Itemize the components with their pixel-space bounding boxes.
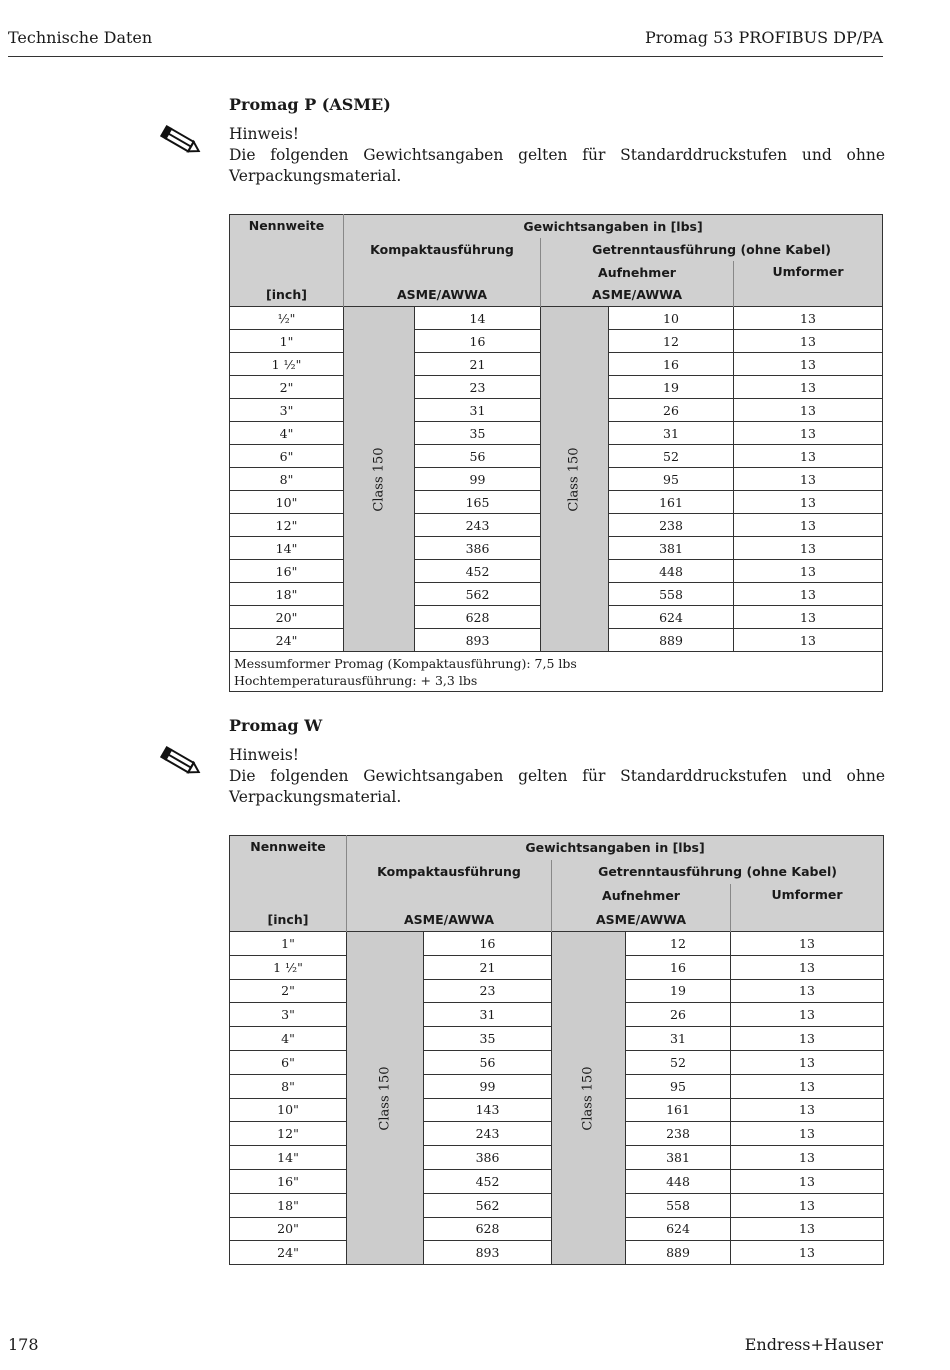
footnote-line: Messumformer Promag (Kompaktausführung): 7,5 lbs [234,655,577,671]
weight-table [229,835,884,1265]
cell-nennweite: 6" [230,445,344,468]
cell-umformer: 13 [734,422,883,445]
cell-umformer: 13 [734,330,883,353]
class-label: Class 150 [371,447,387,512]
cell-kompakt: 31 [424,1003,552,1027]
cell-umformer: 13 [731,1003,884,1027]
cell-kompakt: 56 [415,445,541,468]
cell-nennweite: 3" [230,1003,347,1027]
table-body [230,307,883,652]
cell-umformer: 13 [731,955,884,979]
class-label-cell [541,307,609,652]
cell-aufnehmer: 448 [609,560,734,583]
th-kompakt: Kompaktausführung [347,860,552,884]
cell-kompakt: 893 [424,1241,552,1265]
cell-aufnehmer: 238 [626,1122,731,1146]
cell-nennweite: 1 ½" [230,353,344,376]
cell-kompakt: 893 [415,629,541,652]
cell-kompakt: 386 [424,1146,552,1170]
cell-nennweite: 20" [230,606,344,629]
header-left: Technische Daten [8,28,153,47]
cell-aufnehmer: 31 [609,422,734,445]
class-label-cell [552,932,626,1265]
cell-kompakt: 35 [424,1027,552,1051]
cell-nennweite: 18" [230,1193,347,1217]
cell-kompakt: 628 [424,1217,552,1241]
cell-aufnehmer: 238 [609,514,734,537]
th-inch: [inch] [230,908,347,932]
cell-nennweite: 12" [230,514,344,537]
cell-aufnehmer: 95 [626,1074,731,1098]
page-number: 178 [8,1335,39,1354]
table-row [230,307,883,330]
cell-umformer: 13 [731,1122,884,1146]
cell-nennweite: 8" [230,468,344,491]
cell-aufnehmer: 889 [626,1241,731,1265]
cell-kompakt: 452 [415,560,541,583]
cell-kompakt: 628 [415,606,541,629]
cell-kompakt: 56 [424,1050,552,1074]
cell-kompakt: 16 [415,330,541,353]
cell-nennweite: 10" [230,1098,347,1122]
cell-nennweite: 2" [230,979,347,1003]
cell-nennweite: 12" [230,1122,347,1146]
cell-aufnehmer: 19 [609,376,734,399]
cell-nennweite: 6" [230,1050,347,1074]
th-inch: [inch] [230,284,344,307]
cell-umformer: 13 [734,399,883,422]
weight-table [229,214,883,692]
cell-nennweite: 24" [230,629,344,652]
cell-umformer: 13 [734,583,883,606]
th-getrennt: Getrenntausführung (ohne Kabel) [541,238,883,261]
cell-umformer: 13 [734,376,883,399]
cell-nennweite: 20" [230,1217,347,1241]
th-aufnehmer: Aufnehmer [541,261,734,284]
cell-nennweite: 24" [230,1241,347,1265]
th-nennweite: Nennweite [230,215,344,284]
th-getrennt: Getrenntausführung (ohne Kabel) [552,860,884,884]
cell-umformer: 13 [731,1146,884,1170]
cell-kompakt: 99 [415,468,541,491]
cell-umformer: 13 [731,979,884,1003]
cell-aufnehmer: 26 [626,1003,731,1027]
cell-kompakt: 243 [424,1122,552,1146]
cell-nennweite: 4" [230,1027,347,1051]
cell-nennweite: 1" [230,330,344,353]
cell-kompakt: 243 [415,514,541,537]
cell-kompakt: 386 [415,537,541,560]
cell-aufnehmer: 889 [609,629,734,652]
cell-umformer: 13 [731,1193,884,1217]
cell-aufnehmer: 95 [609,468,734,491]
cell-aufnehmer: 26 [609,399,734,422]
cell-umformer: 13 [731,1217,884,1241]
cell-umformer: 13 [734,629,883,652]
cell-kompakt: 452 [424,1169,552,1193]
cell-kompakt: 99 [424,1074,552,1098]
th-asme-kompakt: ASME/AWWA [344,284,541,307]
cell-aufnehmer: 16 [626,955,731,979]
class-label: Class 150 [567,447,582,512]
note-text: Die folgenden Gewichtsangaben gelten für Standarddruckstufen und ohne Verpackungsmaterial. [229,767,885,806]
cell-kompakt: 165 [415,491,541,514]
note-title: Hinweis! [229,746,300,764]
cell-nennweite: 10" [230,491,344,514]
cell-kompakt: 562 [424,1193,552,1217]
cell-kompakt: 562 [415,583,541,606]
pencil-icon [160,124,204,160]
cell-aufnehmer: 448 [626,1169,731,1193]
cell-kompakt: 16 [424,932,552,956]
note-title: Hinweis! [229,125,300,143]
cell-nennweite: 1" [230,932,347,956]
cell-nennweite: 8" [230,1074,347,1098]
cell-nennweite: ½" [230,307,344,330]
cell-aufnehmer: 31 [626,1027,731,1051]
cell-umformer: 13 [731,1050,884,1074]
th-umformer: Umformer [734,261,883,307]
cell-aufnehmer: 381 [609,537,734,560]
class-label: Class 150 [581,1066,596,1131]
cell-nennweite: 4" [230,422,344,445]
cell-aufnehmer: 624 [609,606,734,629]
th-umformer: Umformer [731,884,884,932]
cell-nennweite: 16" [230,560,344,583]
cell-nennweite: 16" [230,1169,347,1193]
pencil-icon [160,745,204,781]
note-block [229,124,885,187]
table-footnote [230,652,883,692]
cell-kompakt: 21 [415,353,541,376]
cell-kompakt: 31 [415,399,541,422]
th-gewicht: Gewichtsangaben in [lbs] [347,836,884,860]
cell-nennweite: 14" [230,537,344,560]
cell-umformer: 13 [734,514,883,537]
cell-kompakt: 23 [415,376,541,399]
cell-umformer: 13 [734,606,883,629]
th-asme-getrennt: ASME/AWWA [541,284,734,307]
cell-aufnehmer: 624 [626,1217,731,1241]
header-right: Promag 53 PROFIBUS DP/PA [644,28,883,47]
th-asme-getrennt: ASME/AWWA [552,908,731,932]
th-kompakt: Kompaktausführung [344,238,541,261]
section-title: Promag P (ASME) [229,95,391,114]
note-text: Die folgenden Gewichtsangaben gelten für Standarddruckstufen und ohne Verpackungsmaterial. [229,146,885,185]
footnote-line: Hochtemperaturausführung: + 3,3 lbs [234,672,478,688]
th-nennweite: Nennweite [230,836,347,908]
th-aufnehmer: Aufnehmer [552,884,731,908]
cell-aufnehmer: 558 [609,583,734,606]
cell-aufnehmer: 381 [626,1146,731,1170]
class-label-cell [344,307,415,652]
class-label-cell [347,932,424,1265]
cell-aufnehmer: 558 [626,1193,731,1217]
cell-umformer: 13 [734,537,883,560]
note-block [229,745,885,808]
cell-aufnehmer: 12 [609,330,734,353]
cell-aufnehmer: 12 [626,932,731,956]
cell-aufnehmer: 52 [626,1050,731,1074]
table-row [230,932,884,956]
cell-kompakt: 23 [424,979,552,1003]
header-rule [8,56,883,57]
cell-kompakt: 35 [415,422,541,445]
cell-nennweite: 3" [230,399,344,422]
class-label: Class 150 [377,1066,393,1131]
cell-umformer: 13 [734,560,883,583]
cell-umformer: 13 [731,1098,884,1122]
cell-aufnehmer: 161 [609,491,734,514]
cell-umformer: 13 [731,1169,884,1193]
cell-umformer: 13 [734,353,883,376]
cell-kompakt: 143 [424,1098,552,1122]
cell-umformer: 13 [731,1241,884,1265]
th-gewicht: Gewichtsangaben in [lbs] [344,215,883,238]
brand-name: Endress+Hauser [744,1335,883,1354]
cell-aufnehmer: 19 [626,979,731,1003]
section-title: Promag W [229,716,323,735]
cell-aufnehmer: 161 [626,1098,731,1122]
cell-aufnehmer: 10 [609,307,734,330]
cell-umformer: 13 [731,1074,884,1098]
cell-umformer: 13 [734,445,883,468]
cell-umformer: 13 [734,491,883,514]
cell-kompakt: 14 [415,307,541,330]
cell-nennweite: 14" [230,1146,347,1170]
cell-aufnehmer: 52 [609,445,734,468]
th-asme-kompakt: ASME/AWWA [347,908,552,932]
cell-nennweite: 18" [230,583,344,606]
cell-umformer: 13 [734,468,883,491]
cell-umformer: 13 [731,932,884,956]
cell-umformer: 13 [734,307,883,330]
cell-umformer: 13 [731,1027,884,1051]
cell-nennweite: 1 ½" [230,955,347,979]
cell-kompakt: 21 [424,955,552,979]
cell-nennweite: 2" [230,376,344,399]
table-body [230,932,884,1265]
cell-aufnehmer: 16 [609,353,734,376]
